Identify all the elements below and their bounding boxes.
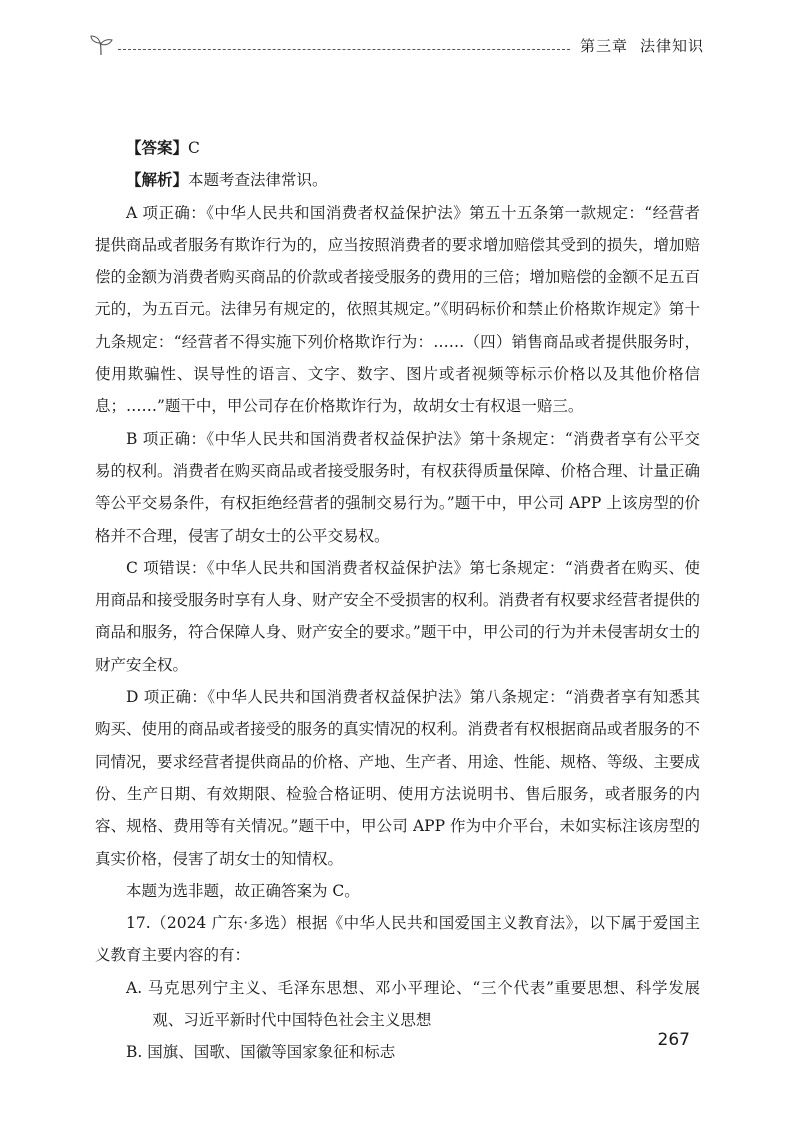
question-options [95,972,700,1069]
sprout-icon [88,34,114,56]
chapter-name: 法律知识 [639,36,704,55]
running-header [88,34,704,56]
option-b: B. 国旗、国歌、国徽等国家象征和标志 [126,1043,396,1062]
analysis-label: 【解析】 [126,171,189,190]
question-17: 17.（2024 广东·多选）根据《中华人民共和国爱国主义教育法》，以下属于爱国主义教育主要内容的有： [95,914,700,965]
header-rule [118,49,570,50]
chapter-title [580,35,704,56]
paragraph-option-d: D 项正确：《中华人民共和国消费者权益保护法》第八条规定：“消费者享有知悉其购买、使用的商品或者接受的服务的真实情况的权利。消费者有权根据商品或者服务的不同情况，要求经营者提供商品的价格、产地、生产者、用途、性能、规格、等级、主要成份、生产日期、有效期限、检验合格证明、使用方法说明书、售后服务，或者服务的内容、规格、费用等有关情况。”题干中，甲公司 APP 作为中介平台，未如实标注该房型的真实价格，侵害了胡女士的知情权。 [95,688,700,868]
analysis-intro: 本题考查法律常识。 [188,171,328,190]
paragraph-conclusion: 本题为选非题，故正确答案为 C。 [126,881,360,900]
answer-label: 【答案】 [126,139,189,157]
chapter-number: 第三章 [579,36,628,55]
paragraph-option-b: B 项正确：《中华人民共和国消费者权益保护法》第十条规定：“消费者享有公平交易的权利。消费者在购买商品或者接受服务时，有权获得质量保障、价格合理、计量正确等公平交易条件，有权拒绝经营者的强制交易行为。”题干中，甲公司 APP 上该房型的价格并不合理，侵害了胡女士的公平交易权。 [95,429,700,545]
page-body [95,132,700,1069]
paragraph-option-a: A 项正确：《中华人民共和国消费者权益保护法》第五十五条第一款规定：“经营者提供商品或者服务有欺诈行为的，应当按照消费者的要求增加赔偿其受到的损失，增加赔偿的金额为消费者购买商品的价款或者接受服务的费用的三倍；增加赔偿的金额不足五百元的，为五百元。法律另有规定的，依照其规定。”《明码标价和禁止价格欺诈规定》第十九条规定：“经营者不得实施下列价格欺诈行为：……（四）销售商品或者提供服务时，使用欺骗性、误导性的语言、文字、数字、图片或者视频等标示价格以及其他价格信息；……”题干中，甲公司存在价格欺诈行为，故胡女士有权退一赔三。 [95,203,700,416]
option-a: A. 马克思列宁主义、毛泽东思想、邓小平理论、“三个代表”重要思想、科学发展观、习近平新时代中国特色社会主义思想 [126,978,700,1030]
answer-line [95,132,700,164]
paragraph-option-c: C 项错误：《中华人民共和国消费者权益保护法》第七条规定：“消费者在购买、使用商品和接受服务时享有人身、财产安全不受损害的权利。消费者有权要求经营者提供的商品和服务，符合保障人身、财产安全的要求。”题干中，甲公司的行为并未侵害胡女士的财产安全权。 [95,558,700,674]
page-number: 267 [657,1030,690,1050]
answer-value: C [188,139,200,157]
analysis-line [95,164,700,196]
